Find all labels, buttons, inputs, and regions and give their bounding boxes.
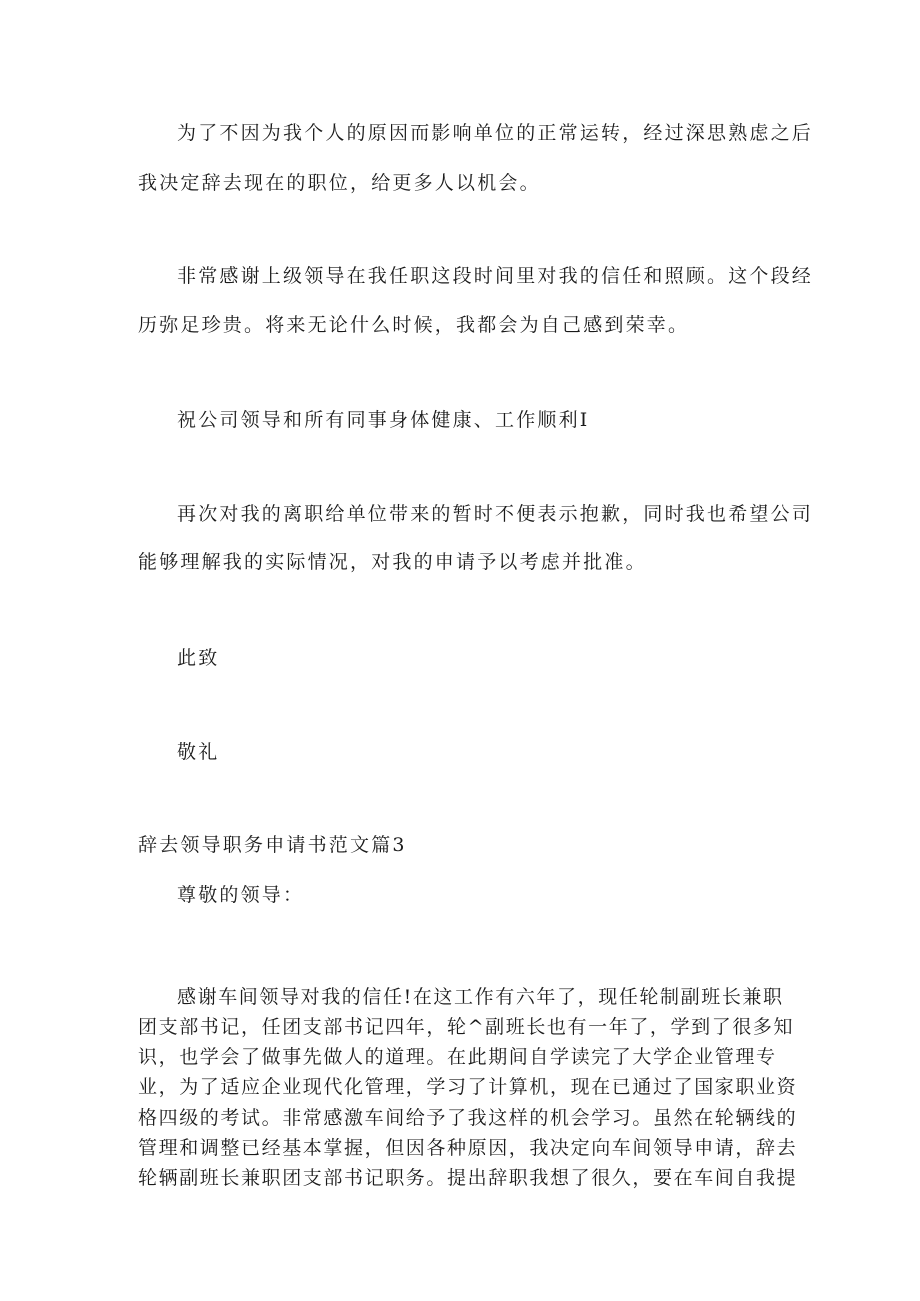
- paragraph-5-line-5: 格四级的考试。非常感激车间给予了我这样的机会学习。虽然在轮辆线的: [138, 1107, 798, 1129]
- paragraph-4-line-1: 再次对我的离职给单位带来的暂时不便表示抱歉，同时我也希望公司: [177, 503, 814, 525]
- paragraph-5-line-4: 业，为了适应企业现代化管理，学习了计算机，现在已通过了国家职业资: [138, 1076, 798, 1098]
- closing-ci-zhi: 此致: [177, 647, 220, 669]
- salutation: 尊敬的领导：: [177, 884, 305, 906]
- section-heading: 辞去领导职务申请书范文篇3: [138, 834, 407, 856]
- paragraph-1-line-1: 为了不因为我个人的原因而影响单位的正常运转，经过深思熟虑之后: [177, 122, 814, 144]
- paragraph-5-line-7: 轮辆副班长兼职团支部书记职务。提出辞职我想了很久，要在车间自我提: [138, 1167, 798, 1189]
- paragraph-4-line-2: 能够理解我的实际情况，对我的申请予以考虑并批准。: [138, 551, 647, 573]
- paragraph-2-line-2: 历弥足珍贵。将来无论什么时候，我都会为自己感到荣幸。: [138, 314, 690, 336]
- paragraph-1-line-2: 我决定辞去现在的职位，给更多人以机会。: [138, 172, 541, 194]
- paragraph-5-line-2: 团支部书记，任团支部书记四年，轮^副班长也有一年了，学到了很多知: [138, 1016, 795, 1038]
- paragraph-5-line-3: 识，也学会了做事先做人的道理。在此期间自学读完了大学企业管理专: [138, 1046, 777, 1068]
- paragraph-3-line-1: 祝公司领导和所有同事身体健康、工作顺利I: [177, 409, 590, 431]
- paragraph-5-line-6: 管理和调整已经基本掌握，但因各种原因，我决定向车间领导申请，辞去: [138, 1137, 798, 1159]
- paragraph-2-line-1: 非常感谢上级领导在我任职这段时间里对我的信任和照顾。这个段经: [177, 265, 814, 287]
- closing-jing-li: 敬礼: [177, 741, 220, 763]
- paragraph-5-line-1: 感谢车间领导对我的信任!在这工作有六年了，现任轮制副班长兼职: [177, 986, 784, 1008]
